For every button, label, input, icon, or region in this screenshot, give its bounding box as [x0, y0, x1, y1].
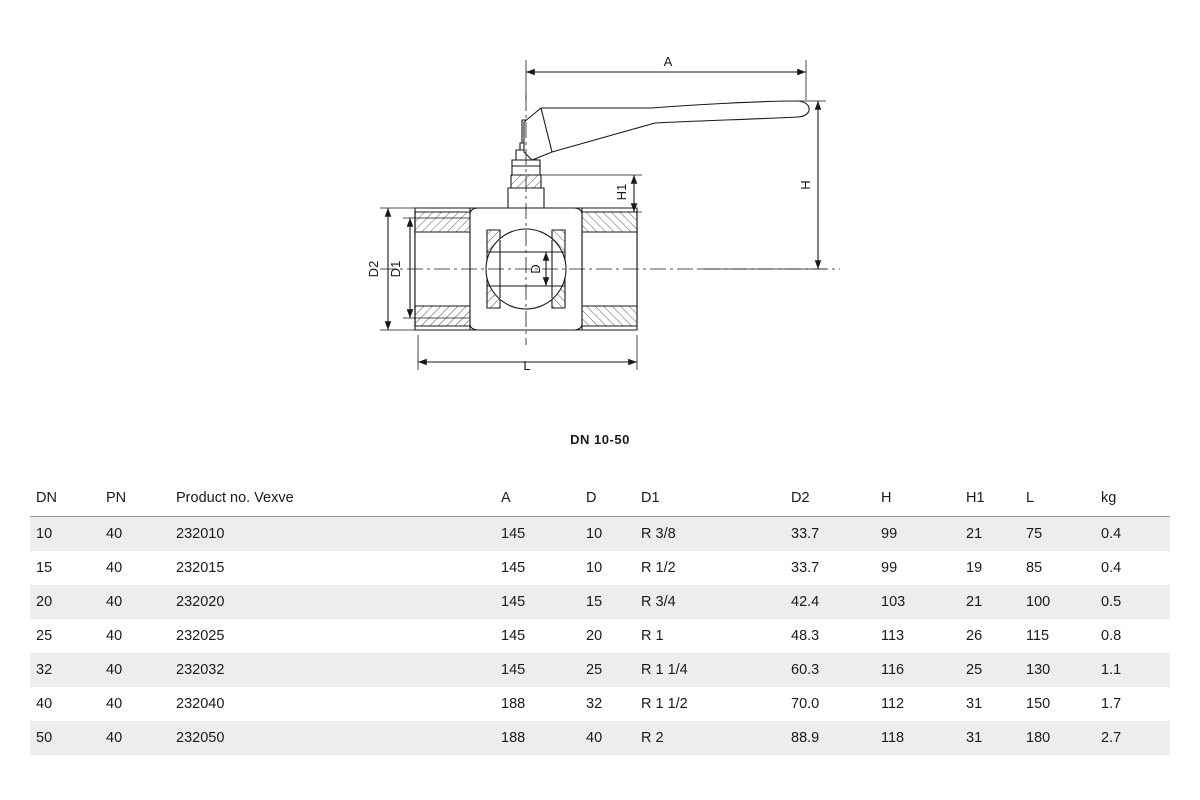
cell-a: 145 [495, 653, 580, 687]
dimension-label-H1: H1 [614, 183, 629, 201]
cell-h: 116 [875, 653, 960, 687]
cell-l: 115 [1020, 619, 1095, 653]
cell-h: 99 [875, 551, 960, 585]
cell-a: 188 [495, 721, 580, 755]
cell-dn: 32 [30, 653, 100, 687]
table-header-row [30, 482, 1170, 517]
cell-pn: 40 [100, 585, 170, 619]
dimension-label-D: D [528, 264, 543, 274]
cell-l: 100 [1020, 585, 1095, 619]
cell-kg: 0.4 [1095, 551, 1170, 585]
cell-l: 75 [1020, 517, 1095, 552]
column-header-d: D [580, 482, 635, 517]
column-header-h1: H1 [960, 482, 1020, 517]
cell-d: 20 [580, 619, 635, 653]
cell-d2: 88.9 [785, 721, 875, 755]
cell-h1: 25 [960, 653, 1020, 687]
dimension-label-D2: D2 [366, 260, 381, 278]
column-header-a: A [495, 482, 580, 517]
cell-kg: 1.1 [1095, 653, 1170, 687]
cell-h1: 21 [960, 585, 1020, 619]
cell-pn: 40 [100, 551, 170, 585]
cell-dn: 40 [30, 687, 100, 721]
cell-d: 25 [580, 653, 635, 687]
dimension-label-A: A [663, 54, 673, 69]
cell-a: 145 [495, 517, 580, 552]
figure-caption: DN 10-50 [570, 432, 630, 447]
cell-l: 130 [1020, 653, 1095, 687]
cell-d: 10 [580, 551, 635, 585]
cell-d1: R 1 1/4 [635, 653, 785, 687]
cell-h1: 26 [960, 619, 1020, 653]
cell-product: 232025 [170, 619, 495, 653]
cell-l: 150 [1020, 687, 1095, 721]
cell-h1: 19 [960, 551, 1020, 585]
cell-kg: 0.8 [1095, 619, 1170, 653]
dimension-label-H: H [798, 180, 813, 190]
cell-kg: 2.7 [1095, 721, 1170, 755]
cell-d1: R 3/4 [635, 585, 785, 619]
cell-d1: R 3/8 [635, 517, 785, 552]
cell-h: 99 [875, 517, 960, 552]
dimension-label-L: L [523, 358, 531, 373]
cell-d1: R 1/2 [635, 551, 785, 585]
cell-product: 232032 [170, 653, 495, 687]
cell-product: 232010 [170, 517, 495, 552]
cell-a: 145 [495, 585, 580, 619]
cell-d2: 48.3 [785, 619, 875, 653]
cell-h: 103 [875, 585, 960, 619]
cell-product: 232020 [170, 585, 495, 619]
cell-d2: 60.3 [785, 653, 875, 687]
column-header-kg: kg [1095, 482, 1170, 517]
cell-dn: 50 [30, 721, 100, 755]
cell-kg: 1.7 [1095, 687, 1170, 721]
cell-a: 145 [495, 551, 580, 585]
cell-h1: 31 [960, 687, 1020, 721]
table-row [30, 721, 1170, 755]
table-row [30, 653, 1170, 687]
cell-l: 180 [1020, 721, 1095, 755]
dimension-label-D1: D1 [388, 260, 403, 278]
cell-h: 118 [875, 721, 960, 755]
column-header-d2: D2 [785, 482, 875, 517]
cell-d1: R 2 [635, 721, 785, 755]
cell-product: 232050 [170, 721, 495, 755]
table-row [30, 687, 1170, 721]
cell-product: 232015 [170, 551, 495, 585]
cell-d2: 42.4 [785, 585, 875, 619]
column-header-l: L [1020, 482, 1095, 517]
spec-table-container [30, 482, 1170, 755]
cell-d: 40 [580, 721, 635, 755]
cell-h: 113 [875, 619, 960, 653]
cell-d: 32 [580, 687, 635, 721]
cell-product: 232040 [170, 687, 495, 721]
spec-table [30, 482, 1170, 755]
table-row [30, 585, 1170, 619]
cell-h1: 21 [960, 517, 1020, 552]
table-row [30, 517, 1170, 552]
column-header-dn: DN [30, 482, 100, 517]
cell-d2: 33.7 [785, 517, 875, 552]
cell-pn: 40 [100, 517, 170, 552]
cell-d: 10 [580, 517, 635, 552]
cell-d2: 70.0 [785, 687, 875, 721]
cell-pn: 40 [100, 721, 170, 755]
cell-a: 145 [495, 619, 580, 653]
table-row [30, 619, 1170, 653]
cell-l: 85 [1020, 551, 1095, 585]
cell-dn: 15 [30, 551, 100, 585]
column-header-d1: D1 [635, 482, 785, 517]
column-header-pn: PN [100, 482, 170, 517]
cell-kg: 0.4 [1095, 517, 1170, 552]
cell-d: 15 [580, 585, 635, 619]
column-header-product-no: Product no. Vexve [170, 482, 495, 517]
cell-d1: R 1 [635, 619, 785, 653]
cell-kg: 0.5 [1095, 585, 1170, 619]
cell-h: 112 [875, 687, 960, 721]
cell-d1: R 1 1/2 [635, 687, 785, 721]
cell-dn: 20 [30, 585, 100, 619]
cell-dn: 10 [30, 517, 100, 552]
column-header-h: H [875, 482, 960, 517]
cell-h1: 31 [960, 721, 1020, 755]
cell-dn: 25 [30, 619, 100, 653]
cell-pn: 40 [100, 687, 170, 721]
cell-a: 188 [495, 687, 580, 721]
table-row [30, 551, 1170, 585]
cell-pn: 40 [100, 619, 170, 653]
cell-d2: 33.7 [785, 551, 875, 585]
cell-pn: 40 [100, 653, 170, 687]
